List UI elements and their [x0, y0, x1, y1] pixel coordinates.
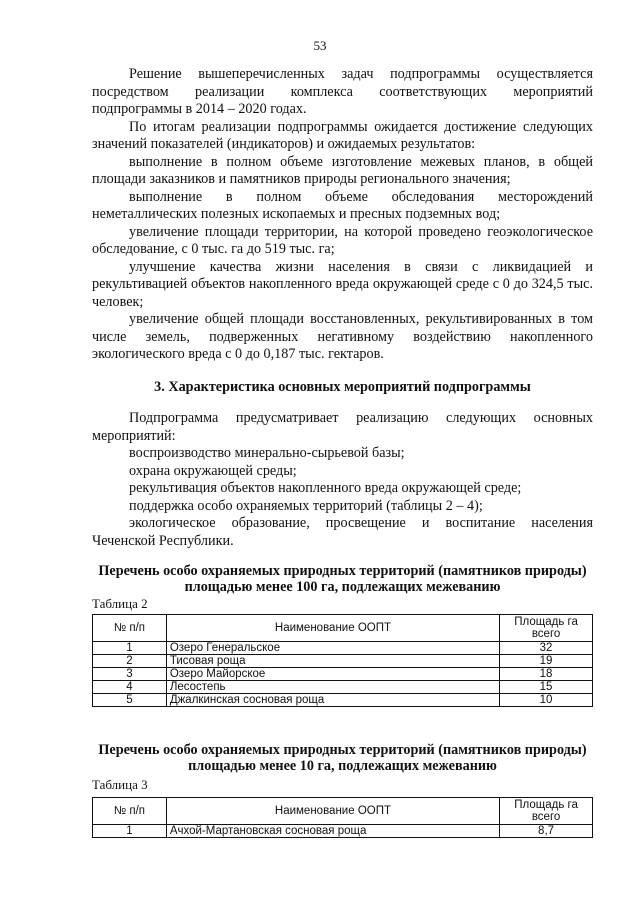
table-row	[93, 681, 593, 694]
paragraph: По итогам реализации подпрограммы ожидается достижение следующих значений показателей (индикаторов) и ожидаемых результатов:	[92, 118, 593, 152]
header-name: Наименование ООПТ	[166, 615, 499, 642]
table-row	[93, 655, 593, 668]
paragraph: воспроизводство минерально-сырьевой базы;	[129, 445, 405, 461]
paragraph: улучшение качества жизни населения в связи с ликвидацией и рекультивацией объектов накопленного вреда окружающей среде с 0 до 324,5 тыс. человек;	[92, 258, 593, 310]
cell-num: 5	[93, 694, 167, 707]
table-row	[93, 668, 593, 681]
paragraph: рекультивация объектов накопленного вреда окружающей среде;	[129, 480, 522, 496]
cell-num: 2	[93, 655, 167, 668]
paragraph: Подпрограмма предусматривает реализацию следующих основных мероприятий:	[92, 410, 593, 444]
table2	[92, 614, 593, 707]
cell-name: Лесостепь	[166, 681, 499, 694]
section3-text	[92, 410, 593, 550]
header-num: № п/п	[93, 798, 167, 825]
table-header-row	[93, 798, 593, 825]
table2-title: Перечень особо охраняемых природных территорий (памятников природы) площадью менее 100 га, подлежащих межеванию	[98, 563, 587, 595]
table3	[92, 797, 593, 838]
page-number: 53	[313, 38, 327, 53]
cell-area: 15	[500, 681, 593, 694]
cell-num: 1	[93, 642, 167, 655]
cell-name: Озеро Генеральское	[166, 642, 499, 655]
table2-label: Таблица 2	[92, 596, 148, 611]
cell-name: Озеро Майорское	[166, 668, 499, 681]
cell-name: Ачхой-Мартановская сосновая роща	[166, 825, 499, 838]
header-name: Наименование ООПТ	[166, 798, 499, 825]
cell-name: Джалкинская сосновая роща	[166, 694, 499, 707]
paragraph: выполнение в полном объеме обследования месторождений неметаллических полезных ископаемых и пресных подземных вод;	[92, 188, 593, 222]
cell-num: 1	[93, 825, 167, 838]
header-area: Площадь га всего	[500, 798, 593, 825]
cell-num: 4	[93, 681, 167, 694]
table3-label: Таблица 3	[92, 777, 148, 792]
cell-area: 19	[500, 655, 593, 668]
paragraph: увеличение площади территории, на которой проведено геоэкологическое обследование, с 0 тыс. га до 519 тыс. га;	[92, 223, 593, 257]
cell-area: 18	[500, 668, 593, 681]
paragraph: поддержка особо охраняемых территорий (таблицы 2 – 4);	[129, 497, 483, 514]
table-header-row	[93, 615, 593, 642]
cell-name: Тисовая роща	[166, 655, 499, 668]
paragraph: экологическое образование, просвещение и воспитание населения Чеченской Республики.	[92, 515, 593, 549]
cell-area: 10	[500, 694, 593, 707]
paragraph: увеличение общей площади восстановленных, рекультивированных в том числе земель, подверженных негативному воздействию накопленного экологического вреда с 0 до 0,187 тыс. гектаров.	[92, 311, 593, 362]
table3-title: Перечень особо охраняемых природных территорий (памятников природы) площадью менее 10 га, подлежащих межеванию	[98, 742, 587, 774]
paragraph: выполнение в полном объеме изготовление межевых планов, в общей площади заказников и памятников природы регионального значения;	[92, 153, 593, 187]
cell-area: 32	[500, 642, 593, 655]
header-area: Площадь га всего	[500, 615, 593, 642]
table-row	[93, 642, 593, 655]
cell-area: 8,7	[500, 825, 593, 838]
table-row	[93, 825, 593, 838]
header-num: № п/п	[93, 615, 167, 642]
section3-heading: 3. Характеристика основных мероприятий подпрограммы	[154, 379, 531, 395]
section1-text	[92, 66, 593, 364]
paragraph: Решение вышеперечисленных задач подпрограммы осуществляется посредством реализации комплекса соответствующих мероприятий подпрограммы в 2014 – 2020 годах.	[92, 66, 593, 117]
paragraph: охрана окружающей среды;	[129, 462, 297, 479]
table-row	[93, 694, 593, 707]
cell-num: 3	[93, 668, 167, 681]
